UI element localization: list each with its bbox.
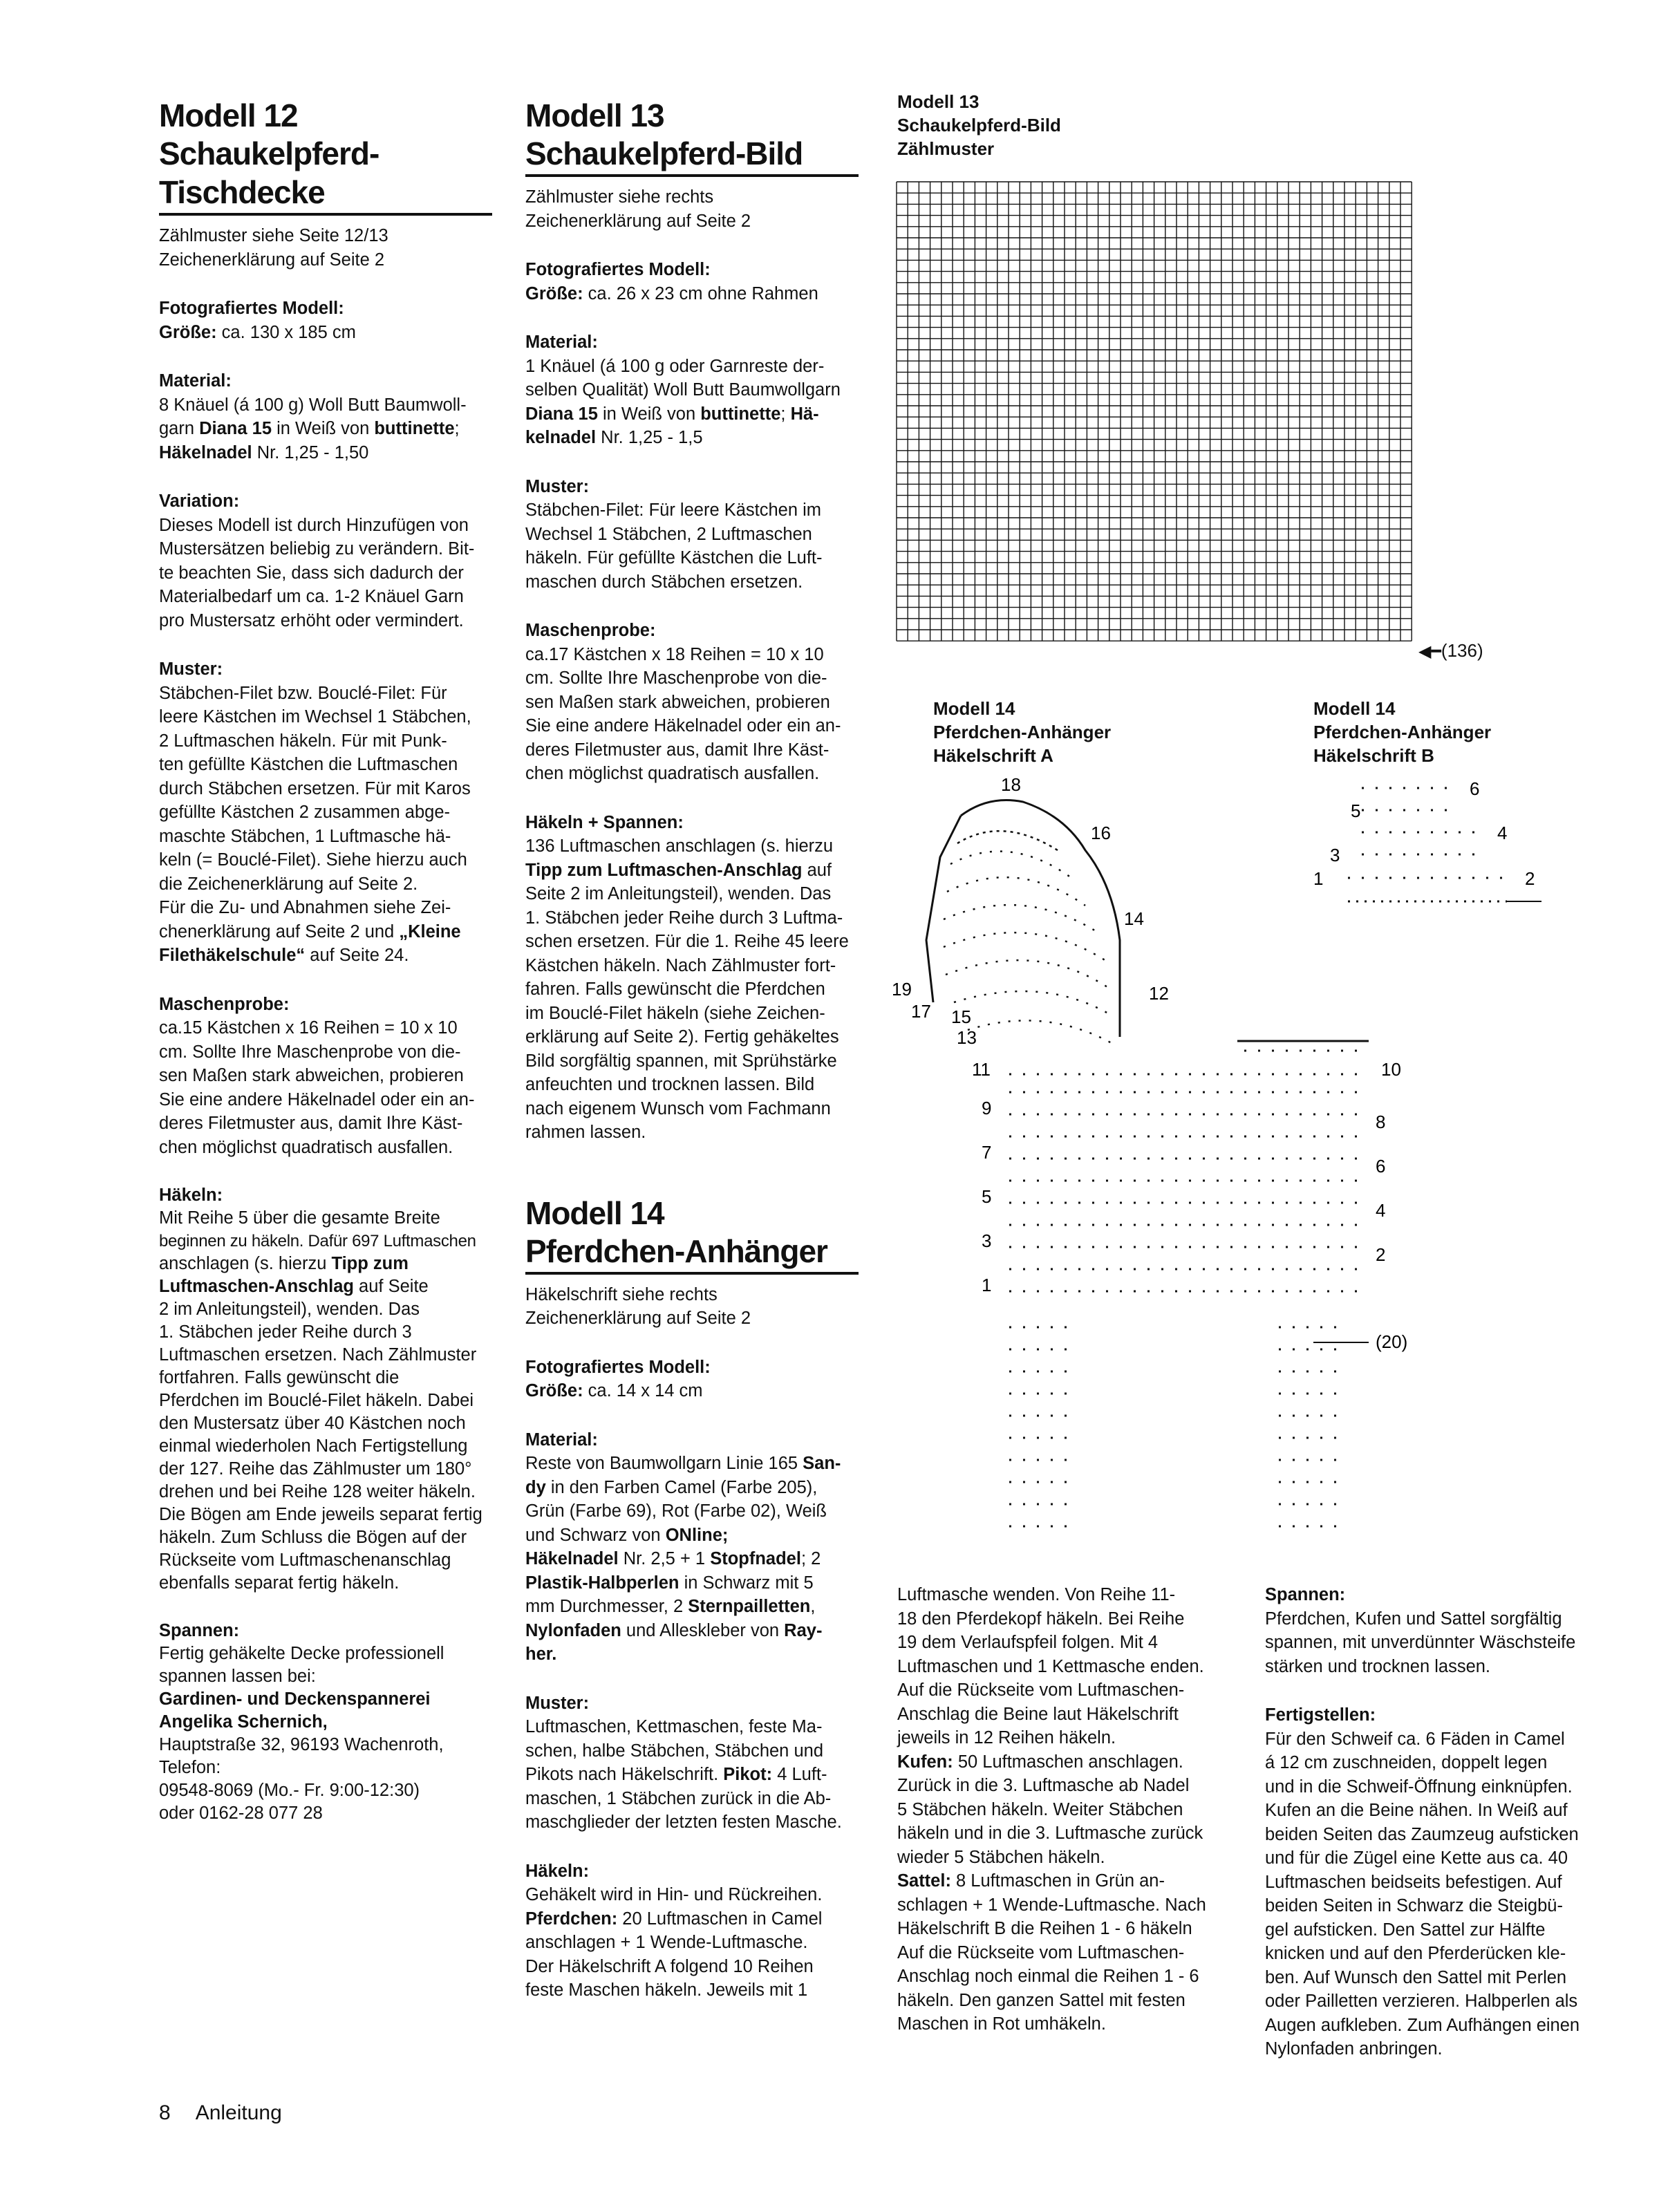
text-line: die Zeichenerklärung auf Seite 2. [159, 874, 418, 894]
column-modell-12 [159, 97, 492, 1825]
text-line: maschen, 1 Stäbchen zurück in die Ab- [525, 1788, 832, 1808]
section-heading: Material: [525, 332, 598, 352]
material-line: selben Qualität) Woll Butt Baumwollgarn [525, 380, 841, 400]
text-line: Fertig gehäkelte Decke professionell [159, 1644, 444, 1663]
text-line: 19 dem Verlaufspfeil folgen. Mit 4 [897, 1633, 1159, 1652]
phone-line: 09548-8069 (Mo.- Fr. 9:00-12:30) [159, 1781, 420, 1800]
text-line: häkeln und in die 3. Luftmasche zurück [897, 1824, 1203, 1843]
text-line: Stäbchen-Filet bzw. Bouclé-Filet: Für [159, 683, 447, 703]
row-label-b6: 6 [1470, 778, 1480, 799]
text-line: schlagen + 1 Wende-Luftmasche. Nach [897, 1895, 1206, 1915]
text-line: te beachten Sie, dass sich dadurch der [159, 563, 464, 583]
text-line: 1. Stäbchen jeder Reihe durch 3 Luftma- [525, 908, 843, 928]
text-line: Anschlag die Beine laut Häkelschrift [897, 1704, 1179, 1724]
text-line: ca.15 Kästchen x 16 Reihen = 10 x 10 [159, 1018, 458, 1038]
text-line: ten gefüllte Kästchen die Luftmaschen [159, 755, 458, 774]
text-line: und für die Zügel eine Kette aus ca. 40 [1265, 1848, 1568, 1868]
section-heading: Häkeln + Spannen: [525, 812, 684, 832]
text-line: chenerklärung auf Seite 2 und „Kleine [159, 921, 461, 941]
text-line: Angelika Schernich, [159, 1712, 328, 1732]
text-line: Mit Reihe 5 über die gesamte Breite [159, 1208, 440, 1228]
text-line: leere Kästchen im Wechsel 1 Stäbchen, [159, 707, 471, 727]
text-line: Pferdchen im Bouclé-Filet häkeln. Dabei [159, 1391, 474, 1410]
crochet-diagram-b [1313, 767, 1569, 933]
text-line: Die Bögen am Ende jeweils separat fertig [159, 1505, 482, 1524]
text-line: fahren. Falls gewünscht die Pferdchen [525, 980, 825, 999]
text-line: Pferdchen: 20 Luftmaschen in Camel [525, 1909, 823, 1929]
column-modell-14-continued [897, 1583, 1229, 2036]
row-label-b2: 2 [1525, 868, 1535, 889]
text-line: ben. Auf Wunsch den Sattel mit Perlen [1265, 1967, 1567, 1987]
text-line: keln (= Bouclé-Filet). Siehe hierzu auch [159, 850, 467, 870]
text-line: Sie eine andere Häkelnadel oder ein an- [159, 1089, 475, 1109]
row-label-16: 16 [1091, 823, 1111, 843]
model-title-12: Schaukelpferd- Tischdecke [159, 134, 492, 216]
material-line: Häkelnadel Nr. 2,5 + 1 Stopfnadel; 2 [525, 1549, 821, 1568]
text-line: 2 Luftmaschen häkeln. Für mit Punk- [159, 731, 447, 751]
text-line: Sie eine andere Häkelnadel oder ein an- [525, 716, 841, 735]
section-heading: Material: [159, 371, 232, 391]
text-line: wieder 5 Stäbchen häkeln. [897, 1847, 1105, 1867]
text-line: stärken und trocknen lassen. [1265, 1656, 1491, 1676]
text-line: beginnen zu häkeln. Dafür 697 Luftmaschen [159, 1232, 476, 1250]
text-line: den Mustersatz über 40 Kästchen noch [159, 1414, 466, 1433]
material-line: Häkelnadel Nr. 1,25 - 1,50 [159, 442, 369, 462]
text-line: Dieses Modell ist durch Hinzufügen von [159, 515, 469, 535]
text-line: fortfahren. Falls gewünscht die [159, 1368, 400, 1387]
text-line: maschen durch Stäbchen ersetzen. [525, 572, 803, 592]
text-line: 2 im Anleitungsteil), wenden. Das [159, 1300, 420, 1319]
text-line: Auf die Rückseite vom Luftmaschen- [897, 1680, 1185, 1700]
text-line: Gardinen- und Deckenspannerei [159, 1689, 431, 1709]
size-line: Größe: ca. 14 x 14 cm [525, 1381, 703, 1400]
row-label-14: 14 [1124, 908, 1144, 929]
row-label-8: 8 [1376, 1112, 1386, 1132]
material-line: Reste von Baumwollgarn Linie 165 San- [525, 1454, 841, 1473]
intro-line: Häkelschrift siehe rechts [525, 1284, 718, 1304]
text-line: pro Mustersatz erhöht oder vermindert. [159, 610, 464, 630]
filet-counting-grid [896, 181, 1414, 651]
text-line: feste Maschen häkeln. Jeweils mit 1 [525, 1980, 808, 2000]
material-line: mm Durchmesser, 2 Sternpailletten, [525, 1597, 816, 1616]
section-heading: Maschenprobe: [159, 994, 290, 1014]
text-line: Pikots nach Häkelschrift. Pikot: 4 Luft- [525, 1765, 827, 1784]
text-line: spannen, mit unverdünnter Wäschsteife [1265, 1633, 1576, 1652]
text-line: gefüllte Kästchen 2 zusammen abge- [159, 803, 450, 822]
page-number: 8 [159, 2101, 171, 2124]
text-line: ca.17 Kästchen x 18 Reihen = 10 x 10 [525, 644, 824, 664]
row-label-b5: 5 [1351, 800, 1361, 821]
text-line: beiden Seiten das Zaumzeug aufsticken [1265, 1824, 1579, 1844]
material-line: garn Diana 15 in Weiß von buttinette; [159, 419, 460, 438]
text-line: schen ersetzen. Für die 1. Reihe 45 leere [525, 932, 849, 951]
text-line: Zurück in die 3. Luftmasche ab Nadel [897, 1776, 1190, 1795]
row-label-6: 6 [1376, 1156, 1386, 1177]
text-line: Für den Schweif ca. 6 Fäden in Camel [1265, 1729, 1565, 1749]
section-heading: Material: [525, 1430, 598, 1450]
text-line: Augen aufkleben. Zum Aufhängen einen [1265, 2015, 1580, 2035]
text-line: der 127. Reihe das Zählmuster um 180° [159, 1459, 472, 1479]
text-line: knicken und auf den Pferderücken kle- [1265, 1944, 1566, 1963]
row-count-arrow: ◀━(136) [1418, 640, 1483, 661]
row-label-9: 9 [982, 1098, 992, 1118]
section-heading: Muster: [525, 1693, 590, 1713]
size-line: Größe: ca. 130 x 185 cm [159, 322, 356, 342]
text-line: Wechsel 1 Stäbchen, 2 Luftmaschen [525, 524, 812, 544]
material-line: kelnadel Nr. 1,25 - 1,5 [525, 428, 703, 447]
text-line: maschte Stäbchen, 1 Luftmasche hä- [159, 826, 451, 846]
text-line: im Bouclé-Filet häkeln (siehe Zeichen- [525, 1003, 825, 1023]
text-line: schen, halbe Stäbchen, Stäbchen und [525, 1741, 823, 1761]
text-line: chen möglichst quadratisch ausfallen. [159, 1137, 453, 1157]
material-line: Diana 15 in Weiß von buttinette; Hä- [525, 404, 819, 424]
leg-left [1009, 1327, 1071, 1526]
row-label-10: 10 [1381, 1059, 1401, 1080]
row-label-13: 13 [957, 1027, 977, 1048]
row-label-19: 19 [892, 979, 912, 1000]
row-label-7: 7 [982, 1142, 992, 1163]
text-line: 18 den Pferdekopf häkeln. Bei Reihe [897, 1609, 1185, 1629]
text-line: Stäbchen-Filet: Für leere Kästchen im [525, 500, 822, 520]
text-line: cm. Sollte Ihre Maschenprobe von die- [525, 668, 827, 688]
footer-label: Anleitung [195, 2101, 282, 2124]
intro-line: Zeichenerklärung auf Seite 2 [525, 1309, 751, 1328]
text-line: Materialbedarf um ca. 1-2 Knäuel Garn [159, 587, 464, 606]
text-line: Pferdchen, Kufen und Sattel sorgfältig [1265, 1609, 1562, 1629]
text-line: Nylonfaden anbringen. [1265, 2039, 1443, 2059]
address-line: Hauptstraße 32, 96193 Wachenroth, [159, 1735, 444, 1754]
text-line: Luftmaschen ersetzen. Nach Zählmuster [159, 1345, 477, 1365]
text-line: drehen und bei Reihe 128 weiter häkeln. [159, 1482, 476, 1501]
text-line: häkeln. Für gefüllte Kästchen die Luft- [525, 548, 823, 568]
row-label-12: 12 [1149, 983, 1169, 1004]
text-line: deres Filetmuster aus, damit Ihre Käst- [525, 740, 830, 760]
row-label-18: 18 [1001, 774, 1021, 795]
text-line: Maschen in Rot umhäkeln. [897, 2014, 1106, 2034]
text-line: Luftmaschen-Anschlag auf Seite [159, 1277, 429, 1296]
text-line: 136 Luftmaschen anschlagen (s. hierzu [525, 836, 834, 856]
text-line: Der Häkelschrift A folgend 10 Reihen [525, 1956, 814, 1976]
text-line: Filethäkelschule“ auf Seite 24. [159, 946, 409, 965]
section-heading: Fertigstellen: [1265, 1705, 1376, 1725]
material-line: her. [525, 1644, 557, 1664]
text-line: sen Maßen stark abweichen, probieren [159, 1066, 464, 1085]
section-heading: Spannen: [1265, 1585, 1346, 1604]
text-line: Häkelschrift B die Reihen 1 - 6 häkeln [897, 1919, 1192, 1938]
column-modell-13-14 [525, 97, 859, 2003]
text-line: oder Pailletten verzieren. Halbperlen als [1265, 1991, 1578, 2011]
material-line: 8 Knäuel (á 100 g) Woll Butt Baumwoll- [159, 395, 467, 415]
section-heading: Fotografiertes Modell: [525, 1357, 711, 1377]
text-line: Luftmaschen und 1 Kettmasche enden. [897, 1656, 1204, 1676]
text-line: Telefon: [159, 1758, 221, 1777]
text-line: Luftmasche wenden. Von Reihe 11- [897, 1585, 1176, 1604]
row-label-2: 2 [1376, 1244, 1386, 1265]
text-line: Kufen an die Beine nähen. In Weiß auf [1265, 1801, 1568, 1820]
material-line: Plastik-Halbperlen in Schwarz mit 5 [525, 1573, 814, 1593]
row-label-b3: 3 [1330, 845, 1340, 865]
body-rows [1009, 1074, 1362, 1291]
intro-line: Zählmuster siehe Seite 12/13 [159, 226, 388, 245]
section-heading: Fotografiertes Modell: [525, 260, 711, 279]
text-line: cm. Sollte Ihre Maschenprobe von die- [159, 1042, 461, 1062]
text-line: anschlagen + 1 Wende-Luftmasche. [525, 1933, 808, 1952]
row-label-11: 11 [972, 1059, 991, 1080]
text-line: Luftmaschen, Kettmaschen, feste Ma- [525, 1717, 823, 1736]
leg-right [1279, 1327, 1341, 1526]
size-line: Größe: ca. 26 x 23 cm ohne Rahmen [525, 283, 818, 303]
text-line: häkeln. Den ganzen Sattel mit festen [897, 1990, 1185, 2010]
text-line: maschglieder der letzten festen Masche. [525, 1812, 842, 1832]
text-line: nach eigenem Wunsch vom Fachmann [525, 1098, 831, 1118]
text-line: Luftmaschen beidseits befestigen. Auf [1265, 1872, 1562, 1892]
material-line: Nylonfaden und Alleskleber von Ray- [525, 1620, 823, 1640]
phone-line: oder 0162-28 077 28 [159, 1803, 323, 1823]
text-line: häkeln. Zum Schluss die Bögen auf der [159, 1528, 467, 1547]
section-heading: Muster: [525, 476, 590, 496]
section-heading: Häkeln: [525, 1861, 590, 1881]
material-line: Grün (Farbe 69), Rot (Farbe 02), Weiß [525, 1501, 827, 1521]
text-line: chen möglichst quadratisch ausfallen. [525, 764, 820, 783]
text-line: Kästchen häkeln. Nach Zählmuster fort- [525, 955, 836, 975]
text-line: Bild sorgfältig spannen, mit Sprühstärke [525, 1051, 837, 1071]
text-line: Auf die Rückseite vom Luftmaschen- [897, 1942, 1185, 1962]
row-label-17: 17 [911, 1001, 931, 1022]
section-heading: Muster: [159, 659, 223, 679]
text-line: durch Stäbchen ersetzen. Für mit Karos [159, 778, 471, 798]
row-label-4: 4 [1376, 1200, 1386, 1221]
section-heading: Spannen: [159, 1621, 240, 1640]
text-line: 5 Stäbchen häkeln. Weiter Stäbchen [897, 1799, 1183, 1819]
row-label-15: 15 [951, 1006, 971, 1027]
material-line: dy in den Farben Camel (Farbe 205), [525, 1477, 818, 1497]
saddle-top-stitches [1237, 1041, 1369, 1051]
row-label-5: 5 [982, 1186, 992, 1207]
section-heading: Variation: [159, 491, 240, 511]
text-line: 1. Stäbchen jeder Reihe durch 3 [159, 1322, 412, 1342]
text-line: Gehäkelt wird in Hin- und Rückreihen. [525, 1885, 823, 1904]
text-line: Seite 2 im Anleitungsteil), wenden. Das [525, 884, 832, 903]
material-line: und Schwarz von ONline; [525, 1525, 729, 1545]
text-line: rahmen lassen. [525, 1123, 646, 1142]
text-line: gel aufsticken. Den Sattel zur Hälfte [1265, 1920, 1546, 1940]
text-line: Für die Zu- und Abnahmen siehe Zei- [159, 898, 451, 917]
row-label-3: 3 [982, 1230, 992, 1251]
text-line: Kufen: 50 Luftmaschen anschlagen. [897, 1752, 1183, 1772]
chart-13-caption: Modell 13 Schaukelpferd-Bild Zählmuster [897, 91, 1061, 159]
text-line: Tipp zum Luftmaschen-Anschlag auf [525, 860, 832, 880]
model-number-14: Modell 14 [525, 1194, 664, 1231]
page-footer [159, 2101, 282, 2125]
text-line: einmal wiederholen Nach Fertigstellung [159, 1436, 468, 1456]
row-label-1: 1 [982, 1275, 992, 1295]
chain-count-label: (20) [1376, 1331, 1408, 1352]
section-heading: Maschenprobe: [525, 621, 656, 640]
text-line: sen Maßen stark abweichen, probieren [525, 692, 830, 712]
text-line: ebenfalls separat fertig häkeln. [159, 1573, 400, 1593]
text-line: beiden Seiten in Schwarz die Steigbü- [1265, 1896, 1563, 1915]
row-label-b4: 4 [1497, 823, 1508, 843]
text-line: erklärung auf Seite 2). Fertig gehäkeltes [525, 1027, 839, 1047]
text-line: Rückseite vom Luftmaschenanschlag [159, 1550, 451, 1570]
material-line: 1 Knäuel (á 100 g oder Garnreste der- [525, 356, 825, 376]
model-number-12: Modell 12 [159, 97, 298, 133]
row-label-b1: 1 [1313, 868, 1324, 889]
text-line: Anschlag noch einmal die Reihen 1 - 6 [897, 1967, 1199, 1986]
text-line: Mustersätzen beliebig zu verändern. Bit- [159, 539, 475, 559]
section-heading: Fotografiertes Modell: [159, 299, 344, 318]
intro-line: Zählmuster siehe rechts [525, 187, 714, 207]
chart-b-caption: Modell 14 Pferdchen-Anhänger Häkelschrift B [1313, 698, 1492, 766]
text-line: anschlagen (s. hierzu Tipp zum [159, 1254, 409, 1273]
text-line: Sattel: 8 Luftmaschen in Grün an- [897, 1871, 1165, 1891]
text-line: spannen lassen bei: [159, 1667, 316, 1686]
model-title-14: Pferdchen-Anhänger [525, 1232, 859, 1275]
text-line: á 12 cm zuschneiden, doppelt legen [1265, 1753, 1548, 1772]
text-line: jeweils in 12 Reihen häkeln. [897, 1728, 1116, 1747]
model-title-13: Schaukelpferd-Bild [525, 134, 859, 177]
text-line: deres Filetmuster aus, damit Ihre Käst- [159, 1114, 463, 1133]
model-number-13: Modell 13 [525, 97, 664, 133]
text-line: und in die Schweif-Öffnung einknüpfen. [1265, 1777, 1573, 1797]
intro-line: Zeichenerklärung auf Seite 2 [525, 211, 751, 231]
text-line: anfeuchten und trocknen lassen. Bild [525, 1075, 815, 1094]
column-modell-14-finish [1265, 1583, 1604, 2061]
intro-line: Zeichenerklärung auf Seite 2 [159, 250, 385, 270]
section-heading: Häkeln: [159, 1185, 223, 1205]
chart-a-caption: Modell 14 Pferdchen-Anhänger Häkelschrift A [933, 698, 1112, 766]
